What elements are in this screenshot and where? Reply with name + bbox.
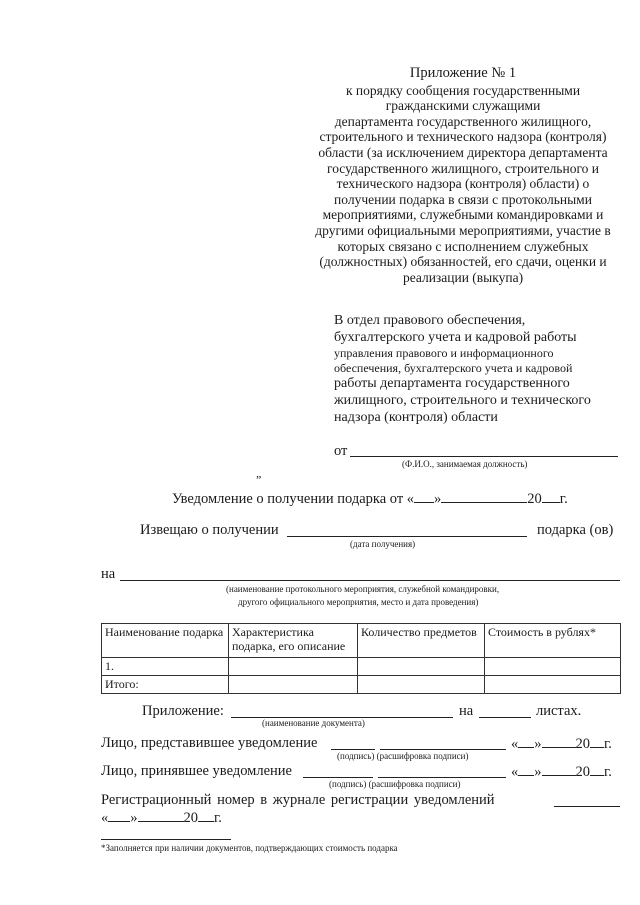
annex-line: к порядку сообщения государственными xyxy=(345,82,581,98)
annex-header xyxy=(298,66,628,285)
annex-line: реализации (выкупа) xyxy=(402,269,524,285)
from-caption: (Ф.И.О., занимаемая должность) xyxy=(402,459,528,469)
date-year: 20 xyxy=(575,764,590,780)
notice-title-mid: » xyxy=(434,491,442,507)
receiver-signature-field[interactable] xyxy=(303,777,373,778)
submitter-name-field[interactable] xyxy=(380,749,506,750)
notice-title-prefix: Уведомление о получении подарка от « xyxy=(172,491,415,507)
notice-day-field[interactable] xyxy=(414,490,434,503)
date-open: « xyxy=(511,736,519,752)
addressee-line: обеспечения, бухгалтерского учета и кадровой xyxy=(334,360,573,375)
report-suffix: подарка (ов) xyxy=(537,522,614,538)
event-field[interactable] xyxy=(120,580,620,581)
stray-mark: „ xyxy=(256,466,262,480)
registration-date xyxy=(101,809,222,827)
from-field[interactable] xyxy=(350,456,618,457)
table-cell[interactable] xyxy=(229,658,358,676)
table-cell[interactable] xyxy=(358,658,485,676)
date-close: » xyxy=(130,810,138,826)
addressee-line: В отдел правового обеспечения, xyxy=(334,313,526,328)
annex-line: технического надзора (контроля) области) о xyxy=(336,176,590,192)
date-close: » xyxy=(534,764,542,780)
registration-text: Регистрационный номер в журнале регистрации уведомлений xyxy=(101,792,495,808)
annex-title: Приложение № 1 xyxy=(409,65,517,81)
annex-line: строительного и технического надзора (контроля) xyxy=(319,129,607,145)
annex-line: государственного жилищного, строительного и xyxy=(327,160,599,176)
date-year: 20 xyxy=(575,736,590,752)
date-year: 20 xyxy=(183,810,198,826)
notice-year: 20 xyxy=(527,491,542,507)
registration-year-field[interactable] xyxy=(198,809,214,822)
receiver-label: Лицо, принявшее уведомление xyxy=(101,763,292,779)
submitter-year-field[interactable] xyxy=(590,735,604,748)
annex-line: которых связано с исполнением служебных xyxy=(337,238,589,254)
submitter-month-field[interactable] xyxy=(542,735,576,748)
event-caption-1: (наименование протокольного мероприятия, служебной командировки, xyxy=(226,584,500,594)
event-caption-2: другого официального мероприятия, место и дата проведения) xyxy=(238,597,479,607)
attachment-sheets-field[interactable] xyxy=(479,717,531,718)
submitter-label: Лицо, представившее уведомление xyxy=(101,735,318,751)
notice-month-field[interactable] xyxy=(441,490,527,503)
submitter-day-field[interactable] xyxy=(518,735,534,748)
addressee-block xyxy=(334,312,634,426)
header-cell: Количество предметов xyxy=(358,624,485,658)
annex-line: гражданскими служащими xyxy=(385,98,541,114)
table-cell[interactable] xyxy=(358,676,485,694)
header-cell: Наименование подарка xyxy=(102,624,229,658)
addressee-line: бухгалтерского учета и кадровой работы xyxy=(334,330,577,345)
gift-table xyxy=(101,623,621,694)
annex-line: другими официальными мероприятиями, участие в xyxy=(315,222,611,238)
annex-line: мероприятиями, служебными командировками и xyxy=(322,207,604,223)
addressee-line: работы департамента государственного xyxy=(334,376,570,391)
table-header-row xyxy=(102,624,621,658)
total-label: Итого: xyxy=(102,676,229,694)
date-suffix: г. xyxy=(604,736,612,752)
submitter-date xyxy=(511,735,612,753)
notice-title-suffix: г. xyxy=(559,491,568,507)
row-number: 1. xyxy=(102,658,229,676)
addressee-line: жилищного, строительного и технического xyxy=(334,393,591,408)
receiver-day-field[interactable] xyxy=(518,763,534,776)
annex-line: департамента государственного жилищного, xyxy=(334,113,592,129)
footnote: *Заполняется при наличии документов, подтверждающих стоимость подарка xyxy=(101,843,398,853)
report-caption: (дата получения) xyxy=(350,539,416,549)
receiver-month-field[interactable] xyxy=(542,763,576,776)
receiver-name-field[interactable] xyxy=(378,777,506,778)
attachment-sheets: листах. xyxy=(536,703,582,719)
notice-year-field[interactable] xyxy=(542,490,560,503)
attachment-on: на xyxy=(459,703,474,719)
annex-line: (должностных) обязанностей, его сдачи, оценки и xyxy=(319,254,607,270)
footnote-separator xyxy=(101,839,231,840)
table-row xyxy=(102,658,621,676)
addressee-line: управления правового и информационного xyxy=(334,346,554,360)
annex-line: получении подарка в связи с протокольными xyxy=(334,191,592,207)
header-cell: Стоимость в рублях* xyxy=(485,624,621,658)
event-label: на xyxy=(101,566,116,582)
table-cell[interactable] xyxy=(229,676,358,694)
registration-month-field[interactable] xyxy=(138,809,184,822)
table-cell[interactable] xyxy=(485,658,621,676)
report-text: Извещаю о получении xyxy=(140,522,279,538)
submitter-caption: (подпись) (расшифровка подписи) xyxy=(337,751,469,761)
table-cell[interactable] xyxy=(485,676,621,694)
registration-day-field[interactable] xyxy=(108,809,130,822)
table-total-row xyxy=(102,676,621,694)
date-suffix: г. xyxy=(214,810,222,826)
submitter-signature-field[interactable] xyxy=(331,749,375,750)
date-open: « xyxy=(511,764,519,780)
date-open: « xyxy=(101,810,109,826)
report-date-field[interactable] xyxy=(287,536,527,537)
date-suffix: г. xyxy=(604,764,612,780)
receiver-year-field[interactable] xyxy=(590,763,604,776)
notice-title xyxy=(172,490,568,508)
addressee-line: надзора (контроля) области xyxy=(334,410,498,425)
registration-number-field[interactable] xyxy=(554,806,620,807)
header-cell: Характеристика подарка, его описание xyxy=(229,624,358,658)
attachment-label: Приложение: xyxy=(142,703,224,719)
from-label: от xyxy=(334,443,348,459)
attachment-caption: (наименование документа) xyxy=(262,718,365,728)
receiver-date xyxy=(511,763,612,781)
receiver-caption: (подпись) (расшифровка подписи) xyxy=(329,779,461,789)
annex-line: области (за исключением директора департамента xyxy=(318,144,608,160)
date-close: » xyxy=(534,736,542,752)
